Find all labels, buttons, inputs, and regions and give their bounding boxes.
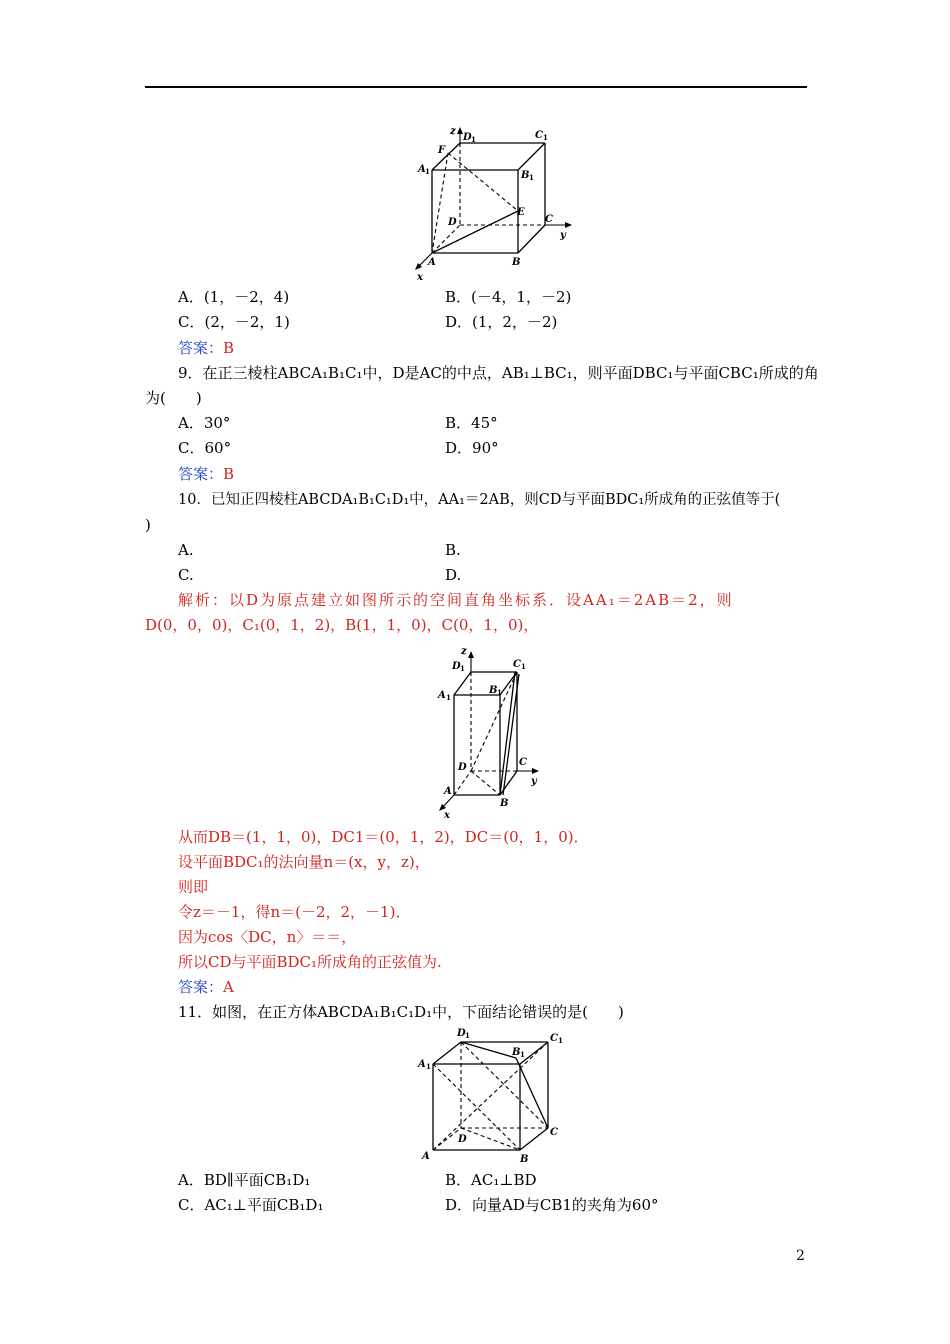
fig2-label-y: y — [531, 776, 537, 787]
fig2-label-c: C — [519, 757, 527, 768]
page-number: 2 — [796, 1248, 805, 1264]
q8-option-b: B．(－4，1，－2) — [445, 288, 572, 306]
svg-text:1: 1 — [543, 133, 548, 142]
q11-option-c: C．AC₁⊥平面CB₁D₁ — [178, 1196, 324, 1214]
fig2-label-c1: C — [513, 659, 521, 670]
q10-option-d: D. — [445, 566, 462, 584]
q10-stem-line2: ) — [145, 516, 151, 534]
fig2-label-a: A — [444, 786, 452, 797]
q9-answer-label: 答案： — [178, 465, 224, 483]
q8-answer — [178, 338, 234, 358]
q11-option-d: D．向量AD与CB1的夹角为60° — [445, 1196, 659, 1214]
fig1-label-c: C — [545, 214, 553, 225]
fig3-label-d1: D — [457, 1028, 466, 1039]
q9-option-c: C．60° — [178, 439, 232, 457]
fig1-label-d: D — [448, 217, 457, 228]
fig1-label-e: E — [517, 207, 525, 218]
q10-solution-line3: 从而DB＝(1，1，0)，DC1＝(0，1，2)，DC＝(0，1，0)． — [178, 828, 589, 846]
q10-solution-line2: D(0，0，0)，C₁(0，1，2)，B(1，1，0)，C(0，1，0)， — [145, 616, 539, 634]
q10-answer-label: 答案： — [178, 978, 224, 996]
svg-text:1: 1 — [521, 662, 526, 671]
svg-text:1: 1 — [558, 1036, 563, 1045]
q10-solution-line5: 则即 — [178, 878, 209, 896]
q11-stem: 11．如图，在正方体ABCDA₁B₁C₁D₁中，下面结论错误的是( ) — [178, 1003, 624, 1021]
fig3-label-c1: C — [550, 1033, 558, 1044]
svg-text:1: 1 — [465, 1031, 470, 1040]
fig1-label-b: B — [512, 257, 521, 268]
q10-answer-value: A — [223, 978, 234, 996]
fig3-label-b: B — [520, 1154, 529, 1165]
q11-option-a: A．BD∥平面CB₁D₁ — [178, 1171, 311, 1189]
svg-text:1: 1 — [529, 173, 534, 182]
q9-answer — [178, 464, 234, 484]
fig1-label-f: F — [438, 145, 446, 156]
q10-solution-line1: 解析：以D为原点建立如图所示的空间直角坐标系．设AA₁＝2AB＝2，则 — [178, 591, 734, 609]
fig1-label-d1: D — [463, 132, 472, 143]
figure-prism-2 — [425, 643, 550, 821]
fig2-label-b: B — [500, 798, 509, 809]
svg-text:1: 1 — [471, 135, 476, 144]
svg-text:1: 1 — [425, 167, 430, 176]
q9-option-b: B．45° — [445, 414, 498, 432]
svg-text:1: 1 — [446, 693, 451, 702]
q9-stem-line2: 为( ) — [145, 389, 202, 407]
figure-cube-3 — [412, 1022, 572, 1167]
fig1-label-z: z — [450, 126, 456, 137]
fig2-label-a1: A — [438, 690, 446, 701]
q10-solution-line8: 所以CD与平面BDC₁所成角的正弦值为. — [178, 953, 442, 971]
fig2-label-d1: D — [452, 661, 461, 672]
q9-option-d: D．90° — [445, 439, 499, 457]
q8-answer-value: B — [223, 339, 235, 357]
q10-solution-line6: 令z＝－1，得n＝(－2，2，－1)． — [178, 903, 411, 921]
figure-cube-1 — [410, 125, 585, 285]
fig1-label-b1: B — [521, 170, 530, 181]
q10-solution-line4: 设平面BDC₁的法向量n＝(x，y，z)， — [178, 853, 430, 871]
fig3-label-a1: A — [418, 1059, 426, 1070]
svg-text:1: 1 — [497, 688, 502, 697]
fig3-label-c: C — [550, 1127, 558, 1138]
fig2-label-x: x — [444, 810, 450, 821]
header-rule — [145, 86, 807, 88]
q8-answer-label: 答案： — [178, 339, 224, 357]
q10-answer — [178, 977, 234, 997]
q10-option-b: B. — [445, 541, 461, 559]
q10-stem-line1: 10．已知正四棱柱ABCDA₁B₁C₁D₁中，AA₁＝2AB，则CD与平面BDC₁所成角的正弦值等于( — [178, 492, 781, 508]
fig1-label-a: A — [428, 257, 436, 268]
fig2-label-d: D — [458, 762, 467, 773]
fig3-label-d: D — [458, 1134, 467, 1145]
fig2-label-z: z — [461, 646, 467, 657]
q8-option-d: D．(1，2，－2) — [445, 313, 558, 331]
svg-text:1: 1 — [520, 1050, 525, 1059]
q10-solution-line7: 因为cos〈DC，n〉＝＝， — [178, 928, 357, 946]
fig1-label-a1: A — [418, 164, 426, 175]
q9-stem-line1: 9．在正三棱柱ABCA₁B₁C₁中，D是AC的中点，AB₁⊥BC₁，则平面DBC₁与平面CBC₁所成的角 — [178, 364, 819, 382]
fig2-label-b1: B — [489, 685, 498, 696]
fig1-label-c1: C — [535, 130, 543, 141]
fig3-label-a: A — [422, 1151, 430, 1162]
q10-option-c: C. — [178, 566, 194, 584]
fig3-label-b1: B — [512, 1047, 521, 1058]
q8-option-c: C．(2，－2，1) — [178, 313, 290, 331]
q9-answer-value: B — [223, 465, 235, 483]
svg-text:1: 1 — [426, 1062, 431, 1071]
svg-text:1: 1 — [460, 664, 465, 673]
fig1-label-y: y — [560, 230, 566, 241]
q11-option-b: B．AC₁⊥BD — [445, 1171, 537, 1189]
fig1-label-x: x — [417, 272, 423, 283]
q10-option-a: A. — [178, 541, 194, 559]
q8-option-a: A．(1，－2，4) — [178, 288, 290, 306]
q9-option-a: A．30° — [178, 414, 231, 432]
